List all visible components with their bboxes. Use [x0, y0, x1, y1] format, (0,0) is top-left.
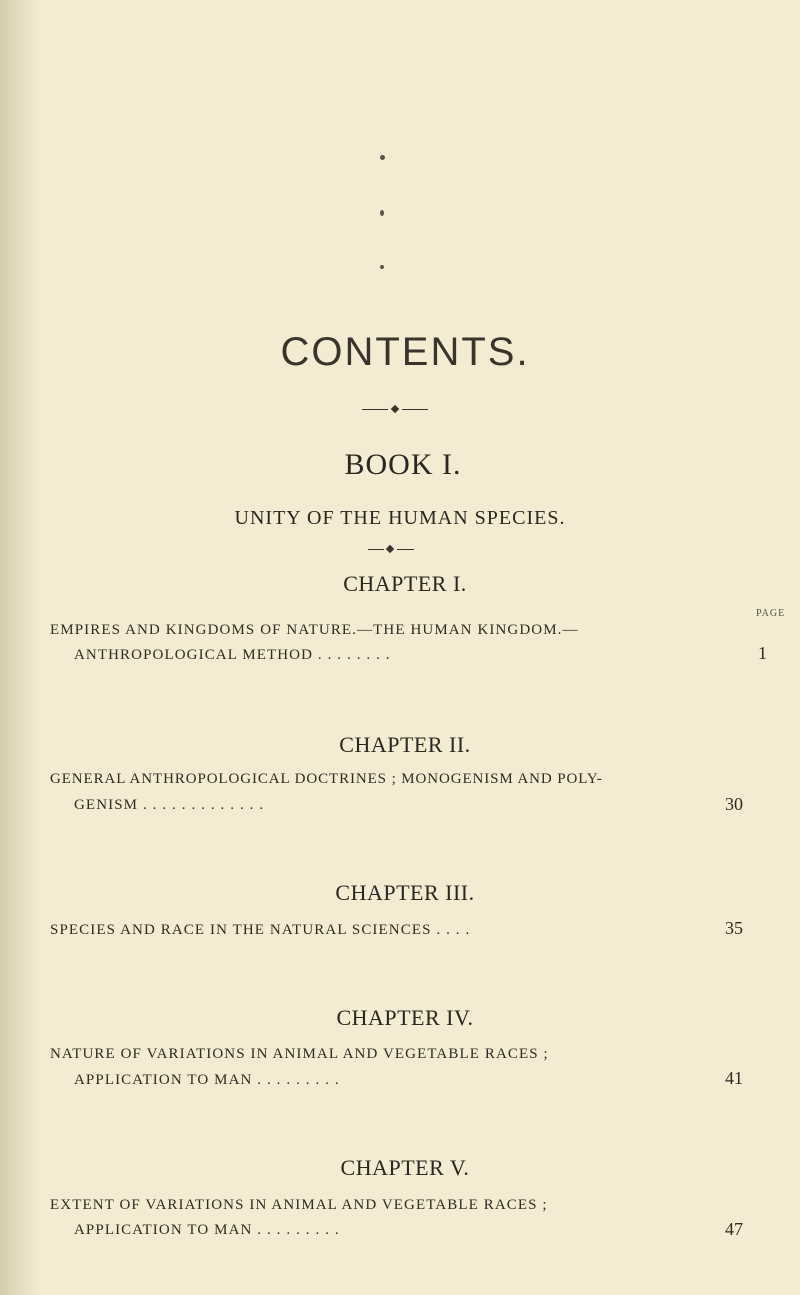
- chapter-entry-line: SPECIES AND RACE IN THE NATURAL SCIENCES . . . .: [50, 922, 471, 938]
- print-speck: [380, 265, 384, 269]
- chapter-heading: CHAPTER V.: [340, 1155, 470, 1180]
- page-edge-shadow: [0, 0, 40, 1295]
- chapter-page-number: 35: [725, 918, 743, 938]
- print-speck: [380, 155, 385, 160]
- chapter-entry-line: APPLICATION TO MAN . . . . . . . . .: [74, 1072, 340, 1088]
- chapter-page-number: 41: [725, 1068, 743, 1088]
- chapter-entry-line: NATURE OF VARIATIONS IN ANIMAL AND VEGETABLE RACES ;: [50, 1046, 549, 1062]
- chapter-heading: CHAPTER III.: [335, 880, 475, 905]
- contents-title: CONTENTS.: [280, 330, 530, 374]
- chapter-entry-line: EXTENT OF VARIATIONS IN ANIMAL AND VEGETABLE RACES ;: [50, 1197, 548, 1213]
- ornament-divider: [368, 544, 414, 556]
- chapter-page-number: 1: [758, 643, 767, 663]
- print-speck: [380, 210, 384, 216]
- chapter-entry-line: APPLICATION TO MAN . . . . . . . . .: [74, 1222, 340, 1238]
- book-title: BOOK I.: [344, 448, 462, 481]
- chapter-entry-line: GENERAL ANTHROPOLOGICAL DOCTRINES ; MONOGENISM AND POLY-: [50, 771, 603, 787]
- chapter-heading: CHAPTER II.: [339, 732, 471, 757]
- chapter-entry-line: EMPIRES AND KINGDOMS OF NATURE.—THE HUMAN KINGDOM.—: [50, 622, 579, 638]
- page-column-label: PAGE: [756, 608, 786, 619]
- chapter-heading: CHAPTER IV.: [336, 1005, 474, 1030]
- book-subtitle: UNITY OF THE HUMAN SPECIES.: [234, 507, 566, 529]
- chapter-page-number: 47: [725, 1219, 743, 1239]
- chapter-entry-line: ANTHROPOLOGICAL METHOD . . . . . . . .: [74, 647, 391, 663]
- chapter-heading: CHAPTER I.: [343, 571, 467, 596]
- chapter-entry-line: GENISM . . . . . . . . . . . . .: [74, 797, 265, 813]
- ornament-divider: [362, 404, 428, 416]
- chapter-page-number: 30: [725, 794, 743, 814]
